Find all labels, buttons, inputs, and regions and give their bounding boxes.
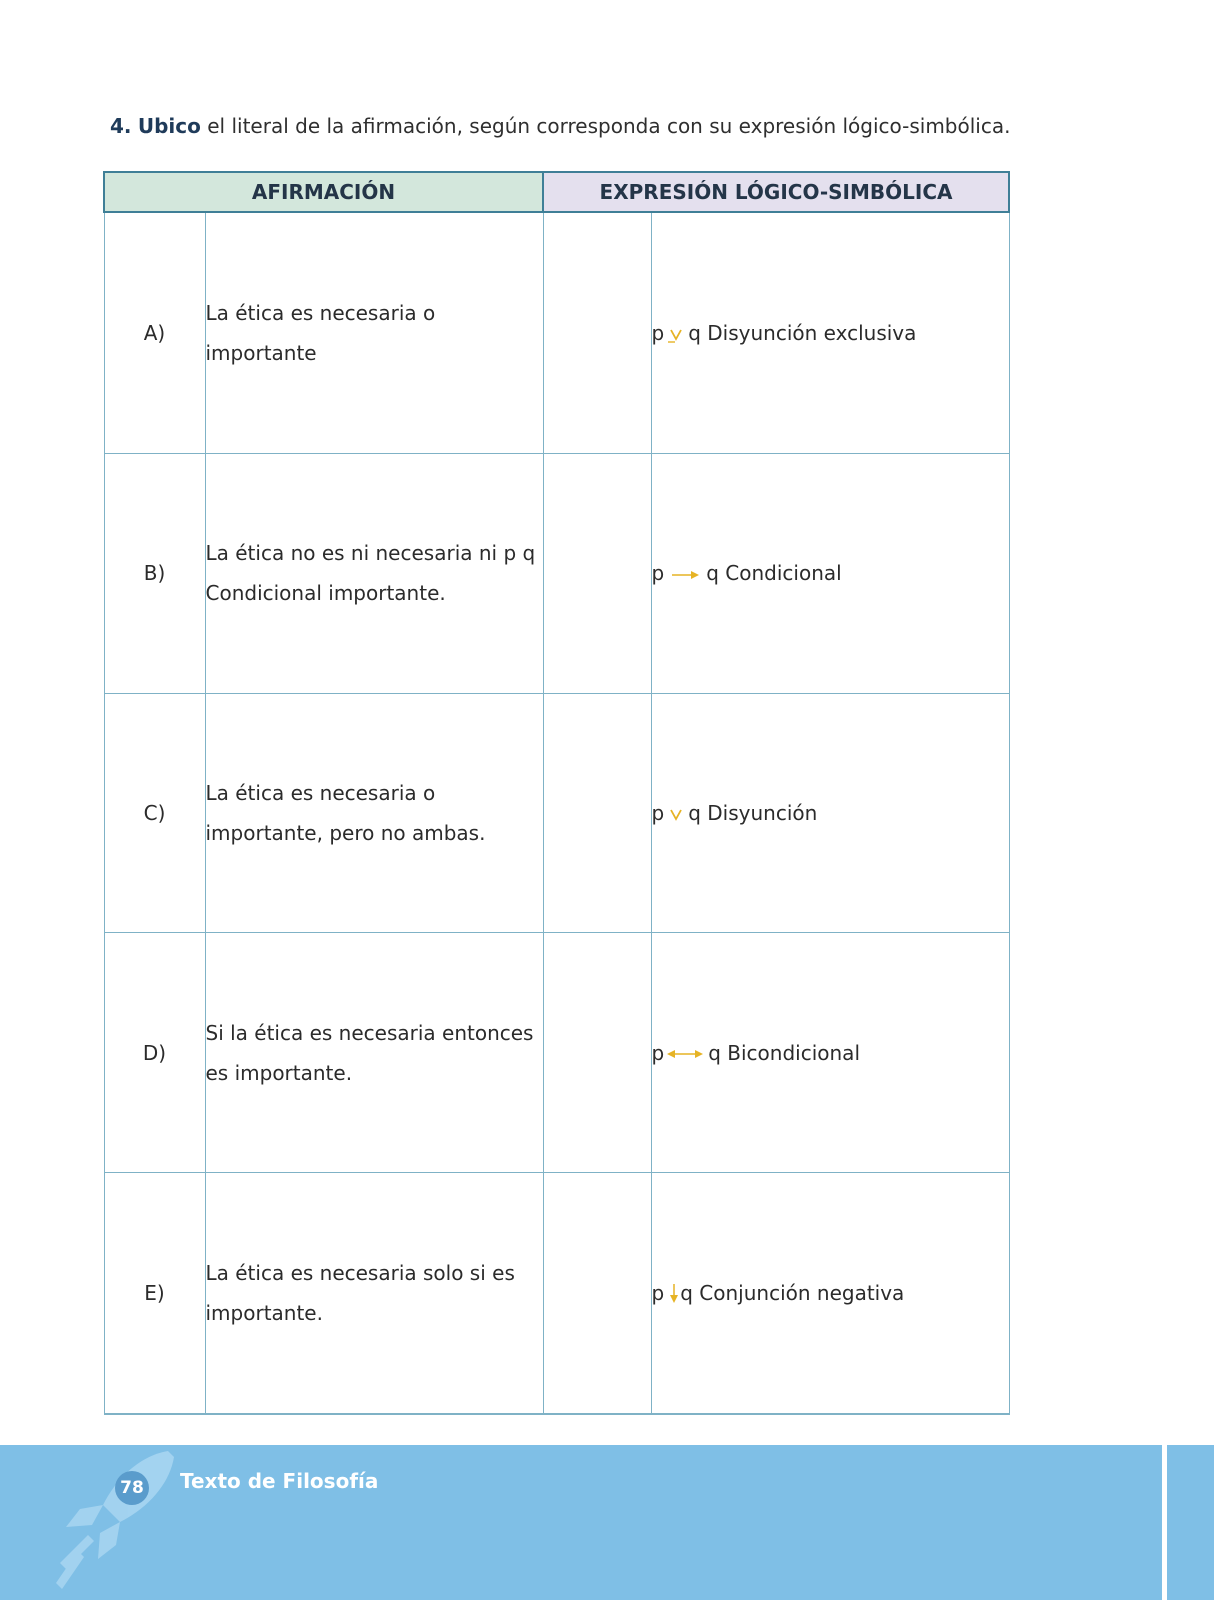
disjunction-icon (668, 807, 684, 821)
row-letter: B) (104, 453, 205, 693)
p-variable: p (651, 800, 665, 825)
expression-cell (651, 933, 1009, 1173)
answer-cell[interactable] (543, 693, 651, 933)
q-variable: q (706, 561, 719, 586)
row-letter: C) (104, 693, 205, 933)
header-expresion: EXPRESIÓN LÓGICO-SIMBÓLICA (543, 172, 1009, 212)
operator-name: Disyunción (707, 800, 818, 825)
footer-divider (1162, 1445, 1167, 1600)
answer-cell[interactable] (543, 453, 651, 693)
statement-cell: La ética no es ni necesaria ni p q Condicional importante. (205, 453, 543, 693)
instruction-number: 4. (110, 114, 132, 138)
table-row (104, 693, 1009, 933)
page-number-badge: 78 (115, 1471, 149, 1505)
expression-cell (651, 453, 1009, 693)
exclusive-disjunction-icon (668, 325, 684, 343)
answer-cell[interactable] (543, 1173, 651, 1414)
p-variable: p (651, 1040, 665, 1065)
statement-cell: La ética es necesaria solo si es importante. (205, 1173, 543, 1414)
right-arrow-icon (672, 569, 700, 581)
table-row (104, 1173, 1009, 1414)
table-row (104, 212, 1009, 453)
answer-cell[interactable] (543, 933, 651, 1173)
operator-name: Condicional (725, 561, 842, 586)
q-variable: q (688, 320, 701, 345)
row-letter: D) (104, 933, 205, 1173)
expression-cell (651, 1173, 1009, 1414)
footer-bar (0, 1445, 1214, 1600)
header-afirmacion: AFIRMACIÓN (104, 172, 543, 212)
instruction-verb: Ubico (137, 114, 201, 138)
operator-name: Conjunción negativa (699, 1280, 905, 1305)
expression-cell (651, 693, 1009, 933)
instruction (110, 110, 1110, 142)
book-title: Texto de Filosofía (180, 1469, 379, 1493)
p-variable: p (651, 320, 665, 345)
table-row (104, 933, 1009, 1173)
double-arrow-icon (666, 1048, 704, 1060)
q-variable: q (688, 800, 701, 825)
operator-name: Bicondicional (727, 1040, 860, 1065)
expression-cell (651, 212, 1009, 453)
q-variable: q (708, 1040, 721, 1065)
p-variable: p (651, 1280, 665, 1305)
matching-table (103, 171, 1010, 1415)
table-row (104, 453, 1009, 693)
q-variable: q (680, 1280, 693, 1305)
row-letter: A) (104, 212, 205, 453)
answer-cell[interactable] (543, 212, 651, 453)
statement-cell: La ética es necesaria o importante, pero no ambas. (205, 693, 543, 933)
row-letter: E) (104, 1173, 205, 1414)
rocket-icon (48, 1447, 178, 1597)
operator-name: Disyunción exclusiva (707, 320, 917, 345)
statement-cell: La ética es necesaria o importante (205, 212, 543, 453)
instruction-text: el literal de la afirmación, según corresponda con su expresión lógico-simbólica. (207, 114, 1011, 138)
p-variable: p (651, 561, 665, 586)
statement-cell: Si la ética es necesaria entonces es importante. (205, 933, 543, 1173)
down-arrow-icon (669, 1283, 679, 1305)
